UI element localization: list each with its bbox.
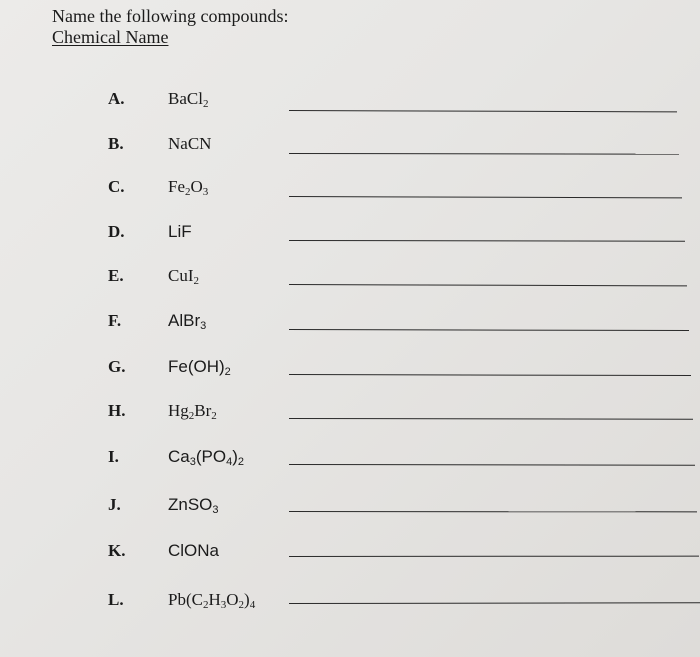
compound-formula — [168, 222, 192, 242]
formula-subscript: 2 — [193, 275, 199, 287]
worksheet-header — [52, 6, 288, 48]
compound-row — [0, 173, 700, 207]
formula-text: AlBr — [168, 311, 201, 330]
compound-formula — [168, 89, 208, 109]
formula-text: Hg — [168, 401, 189, 420]
formula-subscript: 2 — [185, 186, 191, 198]
formula-text: Fe — [168, 177, 185, 196]
answer-blank[interactable] — [289, 153, 679, 155]
compound-row — [0, 130, 700, 164]
compound-formula — [168, 266, 199, 286]
answer-blank[interactable] — [289, 110, 677, 112]
compound-row — [0, 586, 700, 620]
formula-subscript: 3 — [220, 599, 227, 611]
item-letter: L. — [108, 590, 124, 609]
formula-subscript: 4 — [249, 599, 256, 611]
compound-formula — [168, 357, 231, 377]
formula-text: LiF — [168, 222, 192, 241]
answer-blank[interactable] — [289, 329, 689, 331]
formula-text: (PO — [195, 447, 227, 466]
formula-subscript: 4 — [226, 456, 233, 468]
compound-row — [0, 397, 700, 431]
instructions-title: Name the following compounds: — [52, 6, 289, 26]
compound-row — [0, 537, 700, 571]
item-letter: E. — [108, 266, 124, 285]
item-letter: A. — [108, 89, 125, 108]
compound-formula — [168, 311, 206, 331]
compound-row — [0, 307, 700, 341]
formula-text: NaCN — [168, 134, 212, 153]
formula-subscript: 3 — [202, 186, 209, 198]
formula-subscript: 2 — [202, 98, 209, 110]
answer-blank[interactable] — [289, 374, 691, 376]
formula-text: H — [208, 590, 221, 609]
formula-subscript: 2 — [238, 599, 245, 611]
formula-text: Br — [194, 401, 212, 420]
formula-text: ClONa — [168, 541, 220, 560]
formula-text: O — [190, 177, 203, 196]
compound-formula — [168, 590, 255, 610]
compound-formula — [168, 401, 217, 421]
answer-blank[interactable] — [289, 464, 695, 466]
formula-text: CuI — [168, 266, 194, 285]
formula-text: Pb(C — [168, 590, 203, 609]
formula-text: ) — [244, 590, 250, 609]
formula-text: O — [226, 590, 239, 609]
item-letter: C. — [108, 177, 125, 196]
item-letter: D. — [108, 222, 125, 241]
compound-formula — [168, 541, 219, 561]
formula-subscript: 3 — [212, 504, 219, 516]
formula-subscript: 2 — [211, 410, 217, 422]
formula-subscript: 3 — [200, 320, 207, 332]
answer-blank[interactable] — [289, 602, 700, 604]
answer-blank[interactable] — [289, 284, 687, 286]
answer-blank[interactable] — [289, 196, 682, 198]
formula-text: BaCl — [168, 89, 203, 108]
answer-blank[interactable] — [289, 556, 699, 557]
formula-subscript: 3 — [189, 456, 196, 468]
item-letter: B. — [108, 134, 124, 153]
formula-text: ) — [232, 447, 238, 466]
compound-formula — [168, 177, 208, 197]
column-heading-chemical-name: Chemical Name — [52, 27, 169, 47]
compound-formula — [168, 495, 219, 515]
formula-subscript: 2 — [237, 456, 245, 468]
item-letter: K. — [108, 541, 126, 560]
formula-subscript: 2 — [202, 599, 209, 611]
compound-row — [0, 443, 700, 477]
item-letter: J. — [108, 495, 121, 514]
formula-subscript: 2 — [188, 410, 195, 422]
answer-blank[interactable] — [289, 240, 685, 242]
item-letter: G. — [108, 357, 126, 376]
answer-blank[interactable] — [289, 511, 697, 512]
item-letter: H. — [108, 401, 126, 420]
formula-subscript: 2 — [224, 366, 231, 378]
compound-formula — [168, 447, 244, 467]
formula-text: Fe(OH) — [168, 357, 225, 376]
compound-row — [0, 85, 700, 119]
answer-blank[interactable] — [289, 418, 693, 420]
compound-formula — [168, 134, 211, 154]
formula-text: ZnSO — [168, 495, 213, 514]
compound-row — [0, 491, 700, 525]
item-letter: I. — [108, 447, 119, 466]
compound-row — [0, 218, 700, 252]
compound-row — [0, 262, 700, 296]
formula-text: Ca — [168, 447, 190, 466]
item-letter: F. — [108, 311, 122, 330]
compound-row — [0, 353, 700, 387]
